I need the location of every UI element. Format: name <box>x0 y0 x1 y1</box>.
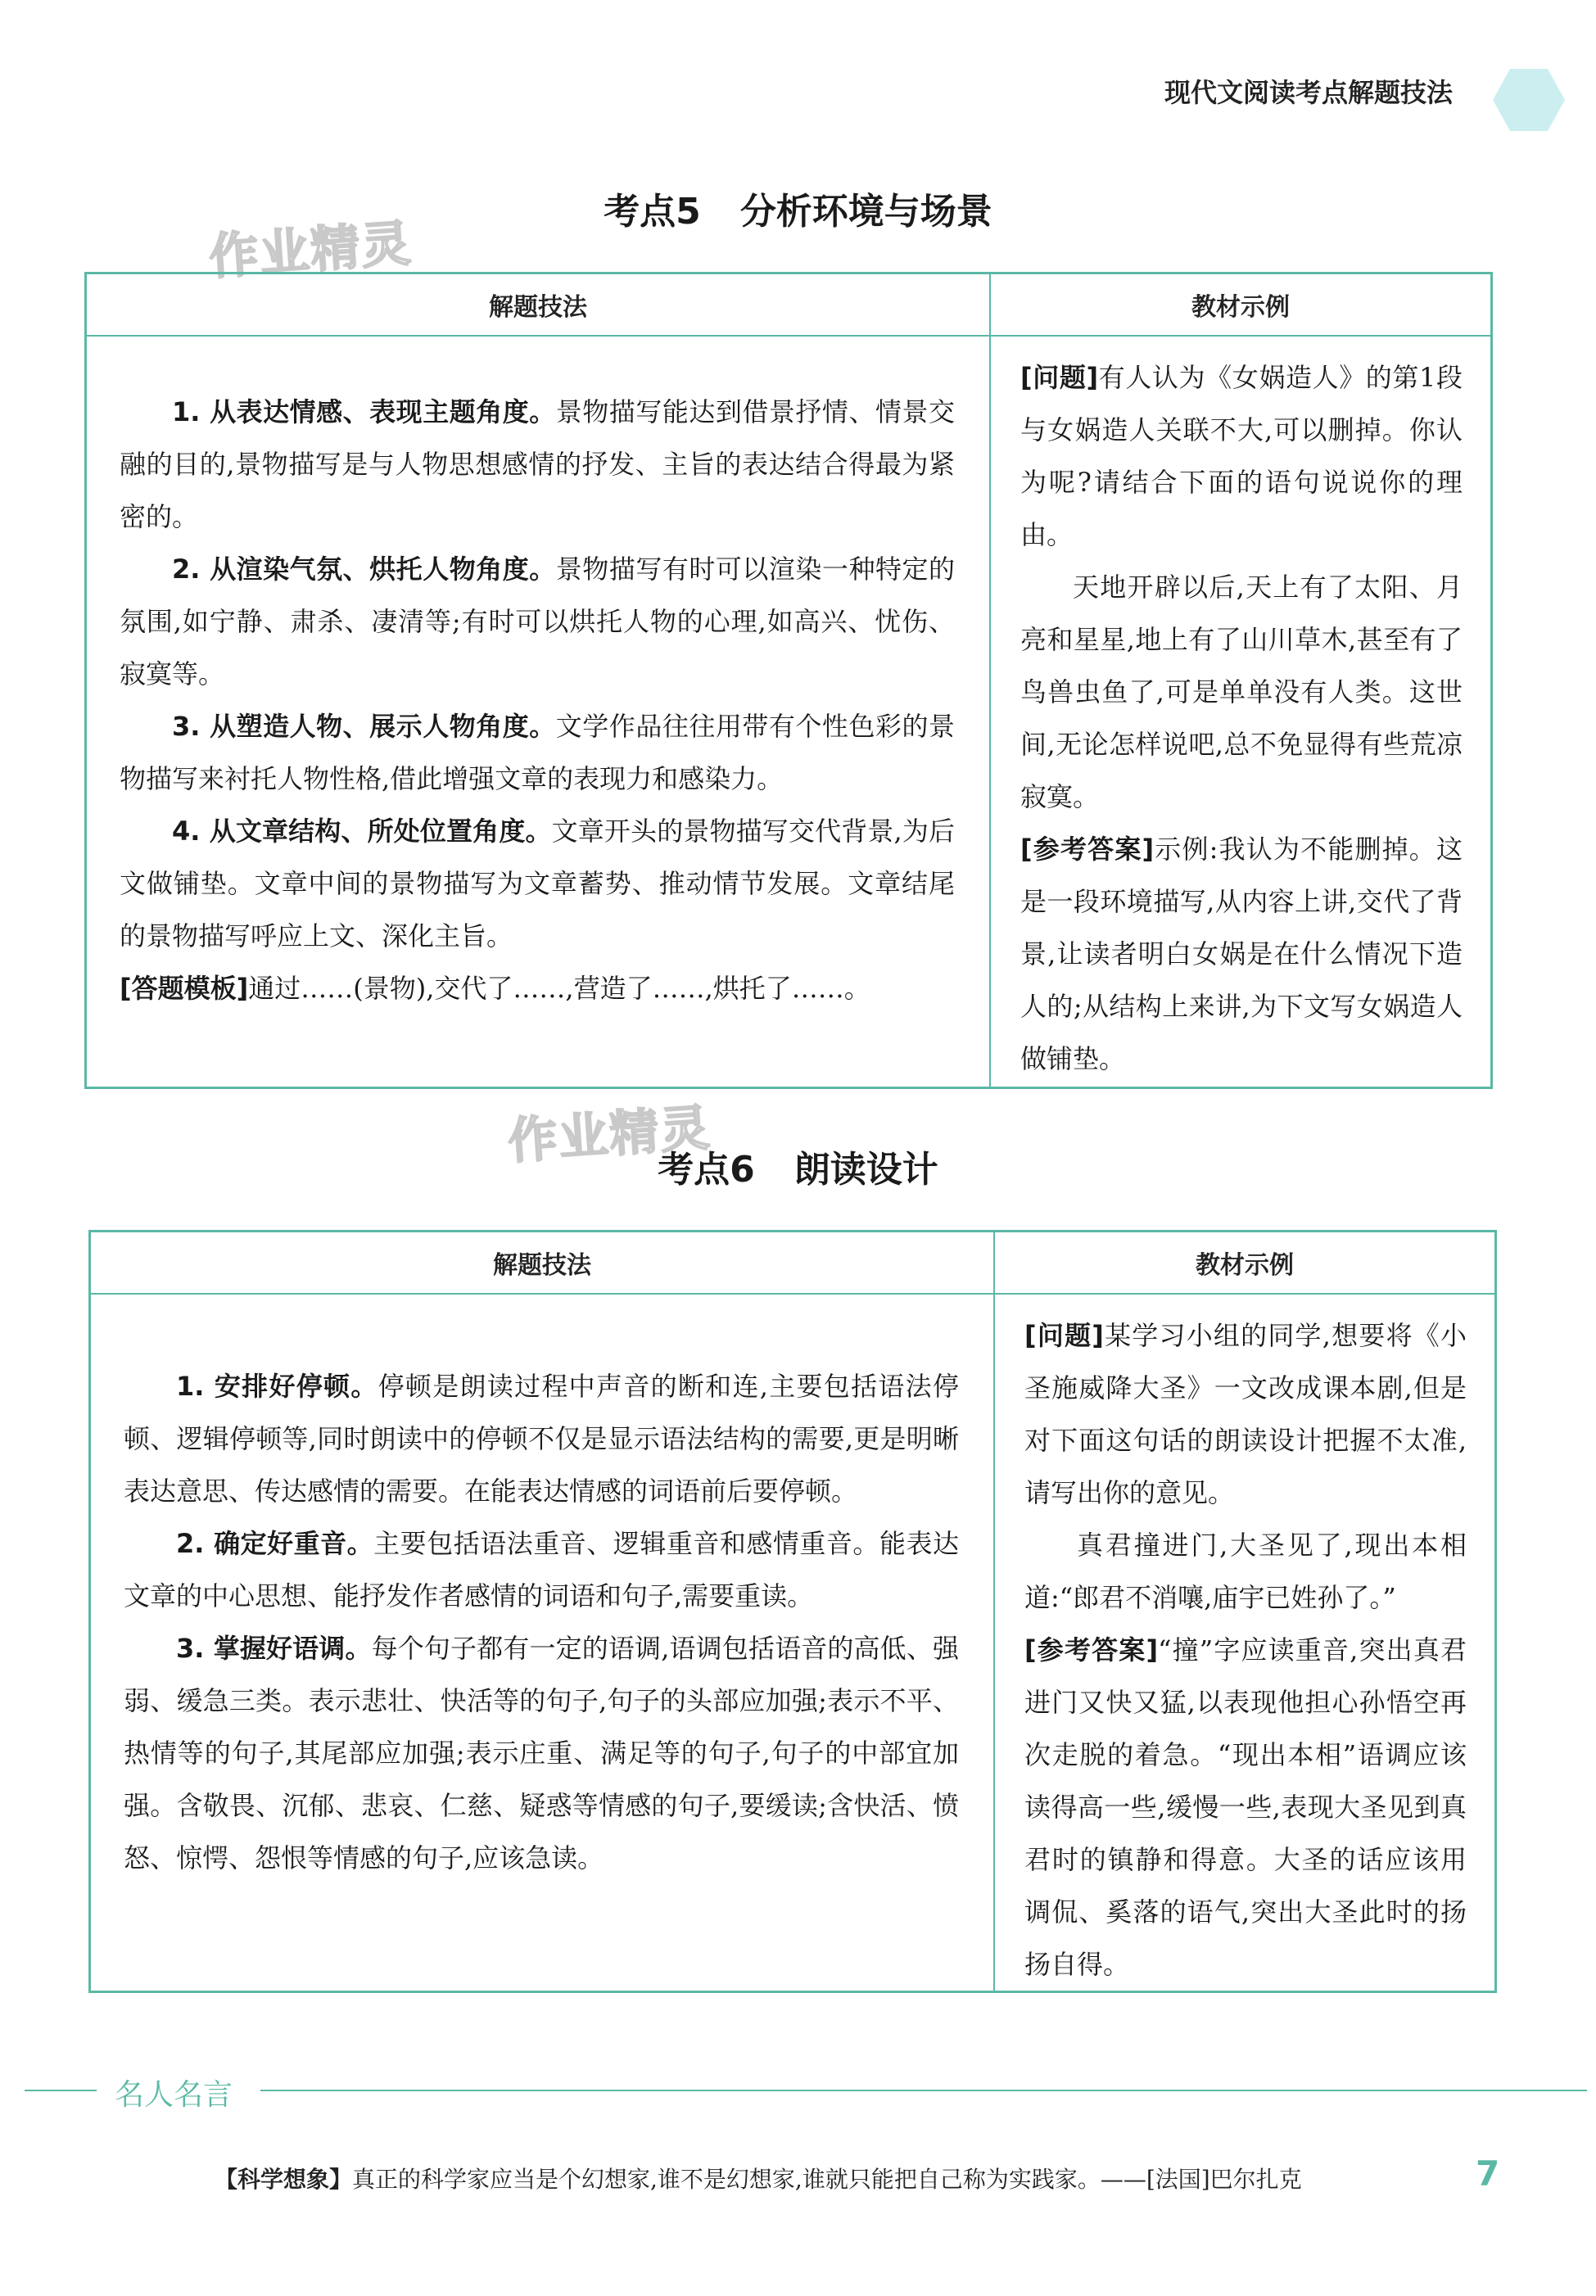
section5-table <box>84 272 1493 1089</box>
question: [问题]某学习小组的同学,想要将《小圣施威降大圣》一文改成课本剧,但是对下面这句话的朗读设计把握不太准,请写出你的意见。 <box>1024 1320 1467 1508</box>
section6-tips <box>90 1294 995 1992</box>
section5-col-left-header: 解题技法 <box>86 273 991 337</box>
section6-title <box>0 1140 1596 1192</box>
tip: 3. 从塑造人物、展示人物角度。文学作品往往用带有个性色彩的景物描写来衬托人物性格,借此增强文章的表现力和感染力。 <box>120 711 955 794</box>
section6-example <box>994 1294 1496 1992</box>
section6-name: 朗读设计 <box>793 1149 938 1191</box>
tip: 1. 从表达情感、表现主题角度。景物描写能达到借景抒情、情景交融的目的,景物描写是与人物思想感情的抒发、主旨的表达结合得最为紧密的。 <box>120 396 955 532</box>
footer-label: 名人名言 <box>115 2078 233 2112</box>
reference-answer: [参考答案]“撞”字应读重音,突出真君进门又快又猛,以表现他担心孙悟空再次走脱的着急。“现出本相”语调应该读得高一些,缓慢一些,表现大圣见到真君时的镇静和得意。大圣的话应该用调侃、奚落的语气,突出大圣此时的扬扬自得。 <box>1024 1634 1467 1980</box>
section5-tips <box>86 336 991 1088</box>
famous-quote: 【科学想象】真正的科学家应当是个幻想家,谁不是幻想家,谁就只能把自己称为实践家。——[法国]巴尔扎克 <box>215 2166 1302 2193</box>
passage: 天地开辟以后,天上有了太阳、月亮和星星,地上有了山川草木,甚至有了鸟兽虫鱼了,可是单单没有人类。这世间,无论怎样说吧,总不免显得有些荒凉寂寞。 <box>1020 572 1463 812</box>
footer-divider <box>25 2090 97 2091</box>
hexagon-decoration-icon <box>1491 67 1567 133</box>
passage: 真君撞进门,大圣见了,现出本相道:“郎君不消嚷,庙宇已姓孙了。” <box>1024 1530 1467 1613</box>
section5-col-right-header: 教材示例 <box>990 273 1492 337</box>
section5-name: 分析环境与场景 <box>739 191 992 233</box>
section6-col-left-header: 解题技法 <box>90 1232 995 1295</box>
section6-number: 考点6 <box>658 1149 755 1191</box>
section6-col-right-header: 教材示例 <box>994 1232 1496 1295</box>
section5-number: 考点5 <box>604 191 701 233</box>
question: [问题]有人认为《女娲造人》的第1段与女娲造人关联不大,可以删掉。你认为呢?请结合下面的语句说说你的理由。 <box>1020 362 1463 550</box>
page-number: 7 <box>1476 2154 1500 2194</box>
section5-title <box>0 182 1596 234</box>
section6-table <box>88 1230 1497 1993</box>
tip: 4. 从文章结构、所处位置角度。文章开头的景物描写交代背景,为后文做铺垫。文章中间的景物描写为文章蓄势、推动情节发展。文章结尾的景物描写呼应上文、深化主旨。 <box>120 816 955 951</box>
reference-answer: [参考答案]示例:我认为不能删掉。这是一段环境描写,从内容上讲,交代了背景,让读者明白女娲是在什么情况下造人的;从结构上来讲,为下文写女娲造人做铺垫。 <box>1020 834 1463 1074</box>
tip: 3. 掌握好语调。每个句子都有一定的语调,语调包括语音的高低、强弱、缓急三类。表示悲壮、快活等的句子,句子的头部应加强;表示不平、热情等的句子,其尾部应加强;表示庄重、满足等的句子,句子的中部宜加强。含敬畏、沉郁、悲哀、仁慈、疑惑等情感的句子,要缓读;含快活、愤怒、惊愕、怨恨等情感的句子,应该急读。 <box>124 1633 959 1873</box>
answer-template: [答题模板]通过……(景物),交代了……,营造了……,烘托了……。 <box>120 973 870 1004</box>
watermark: 作业精灵 <box>506 1099 713 1171</box>
tip: 1. 安排好停顿。停顿是朗读过程中声音的断和连,主要包括语法停顿、逻辑停顿等,同时朗读中的停顿不仅是显示语法结构的需要,更是明晰表达意思、传达感情的需要。在能表达情感的词语前后要停顿。 <box>124 1371 959 1507</box>
tip: 2. 确定好重音。主要包括语法重音、逻辑重音和感情重音。能表达文章的中心思想、能抒发作者感情的词语和句子,需要重读。 <box>124 1528 959 1611</box>
tip: 2. 从渲染气氛、烘托人物角度。景物描写有时可以渲染一种特定的氛围,如宁静、肃杀、凄清等;有时可以烘托人物的心理,如高兴、忧伤、寂寞等。 <box>120 554 955 689</box>
running-header: 现代文阅读考点解题技法 <box>1164 77 1453 108</box>
section5-example <box>990 336 1492 1088</box>
footer-divider <box>260 2090 1587 2091</box>
watermark: 作业精灵 <box>207 215 414 287</box>
